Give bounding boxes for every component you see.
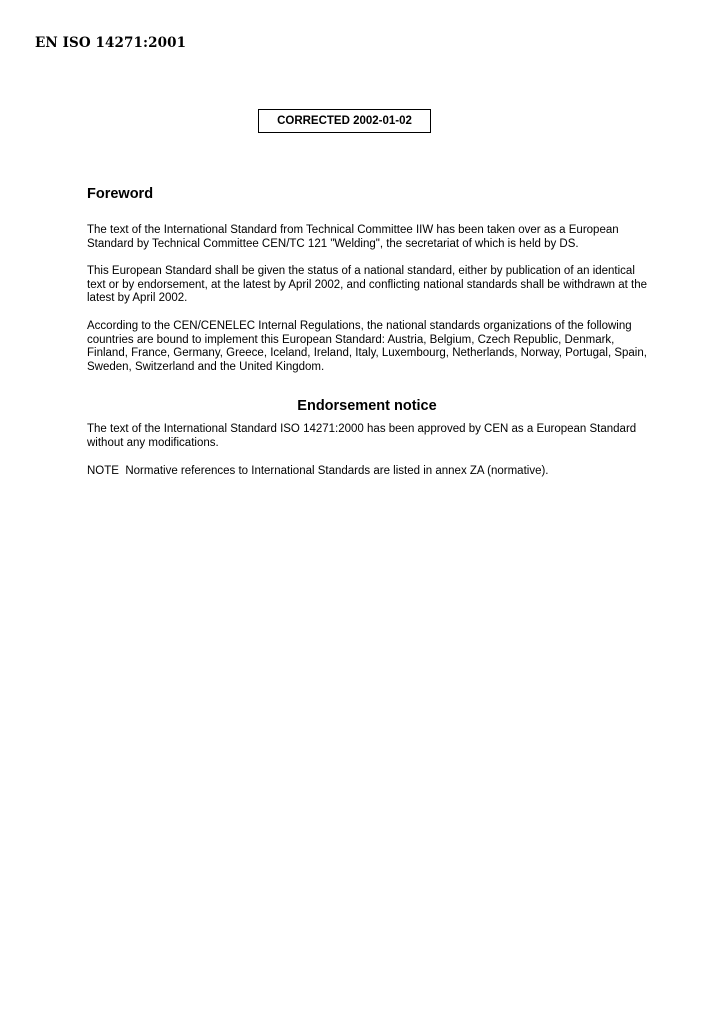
foreword-paragraph-2: This European Standard shall be given the status of a national standard, either by publication of an identical text or by endorsement, at the latest by April 2002, and conflicting national standards shall be withdrawn at the latest by April 2002. bbox=[87, 265, 648, 305]
endorsement-heading: Endorsement notice bbox=[297, 398, 437, 415]
foreword-heading: Foreword bbox=[87, 186, 154, 202]
foreword-paragraph-1: The text of the International Standard from Technical Committee IIW has been taken over as a European Standard by Technical Committee CEN/TC 121 "Welding", the secretariat of which is held by DS. bbox=[87, 224, 619, 250]
foreword-paragraph-3: According to the CEN/CENELEC Internal Regulations, the national standards organizations of the following countries are bound to implement this European Standard: Austria, Belgium, Czech Republic, Denmark, Finland, France, Germany, Greece, Iceland, Ireland, Italy, Luxembourg, Netherlands, Norway, Portugal, Spain, Sweden, Switzerland and the United Kingdom. bbox=[87, 319, 647, 373]
corrected-status-label: CORRECTED 2002-01-02 bbox=[277, 115, 412, 127]
corrected-status-box bbox=[258, 109, 431, 133]
document-id: EN ISO 14271:2001 bbox=[35, 35, 187, 51]
endorsement-paragraph: The text of the International Standard ISO 14271:2000 has been approved by CEN as a European Standard without any modifications. bbox=[87, 423, 637, 449]
document-body bbox=[87, 185, 647, 492]
normative-note: NOTE Normative references to International Standards are listed in annex ZA (normative). bbox=[87, 464, 549, 477]
